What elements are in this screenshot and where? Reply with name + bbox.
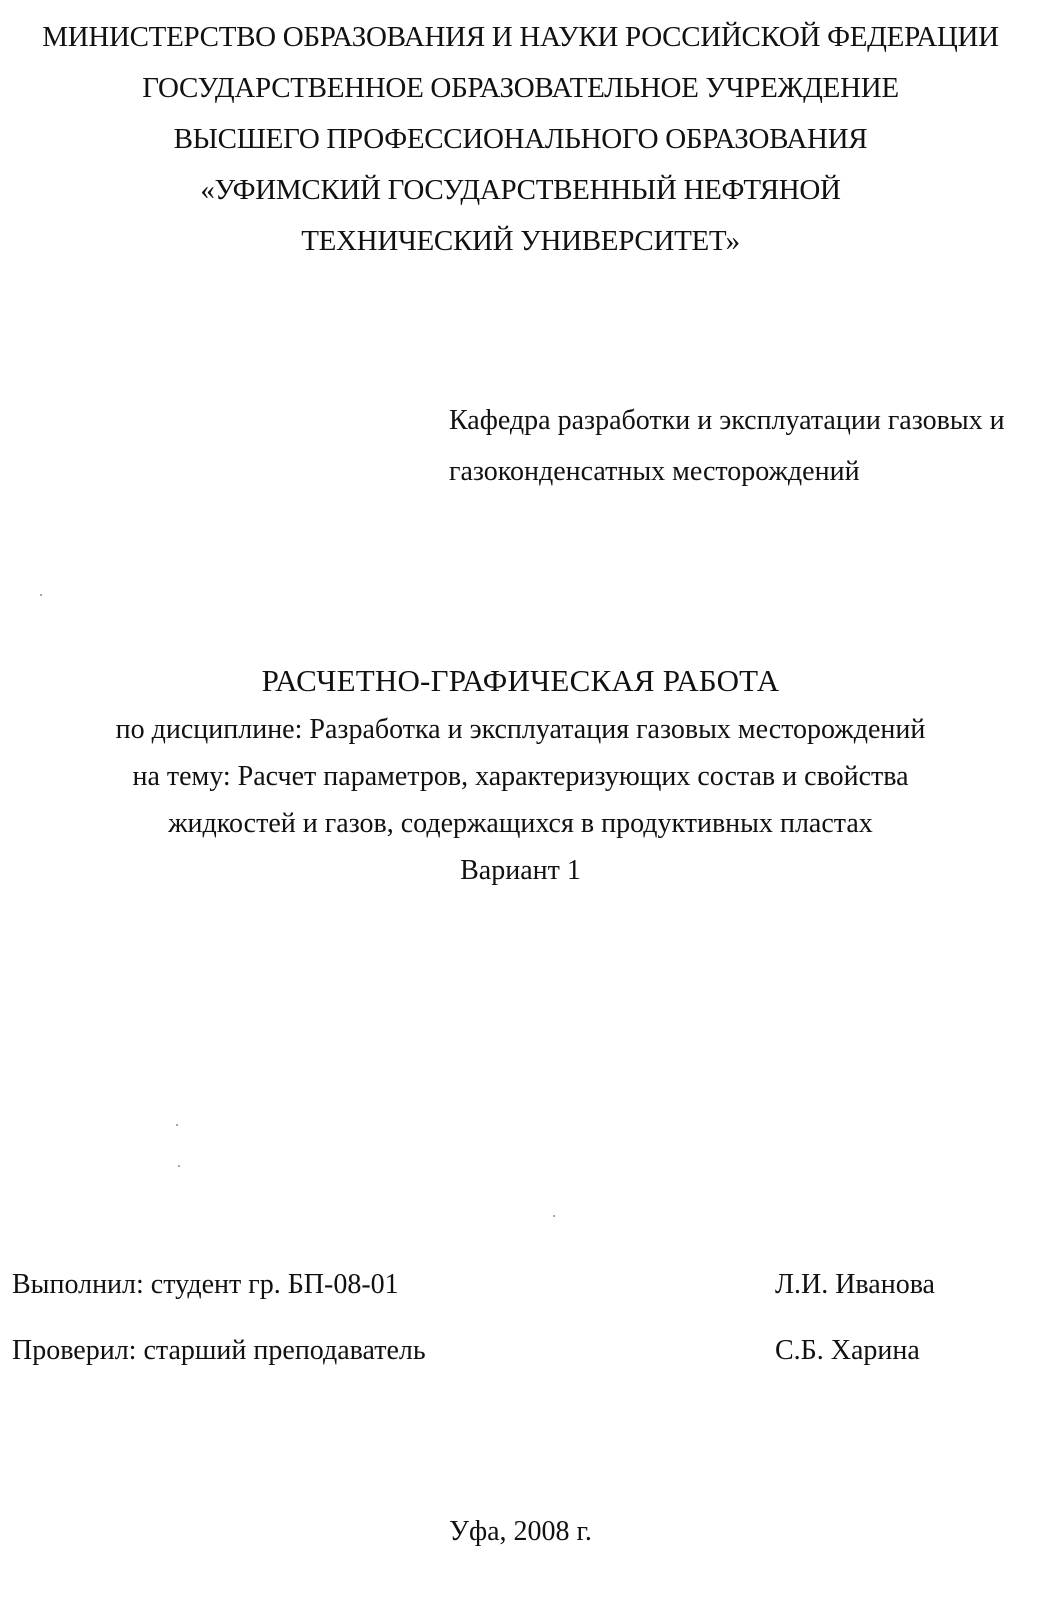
institution-type-line: ГОСУДАРСТВЕННОЕ ОБРАЗОВАТЕЛЬНОЕ УЧРЕЖДЕНИЕ bbox=[142, 72, 899, 104]
performed-by-label: Выполнил: студент гр. БП-08-01 bbox=[12, 1269, 399, 1300]
teacher-name: С.Б. Харина bbox=[775, 1335, 920, 1366]
variant-line: Вариант 1 bbox=[460, 855, 581, 886]
student-name: Л.И. Иванова bbox=[775, 1269, 935, 1300]
checked-by-label: Проверил: старший преподаватель bbox=[12, 1335, 426, 1366]
performed-by-row bbox=[12, 1265, 1022, 1305]
scan-speck bbox=[176, 1124, 178, 1126]
scan-speck bbox=[553, 1215, 555, 1217]
work-description bbox=[0, 656, 1041, 894]
department-line-1: Кафедра разработки и эксплуатации газовых и bbox=[449, 405, 1005, 436]
ministry-line: МИНИСТЕРСТВО ОБРАЗОВАНИЯ И НАУКИ РОССИЙСКОЙ ФЕДЕРАЦИИ bbox=[42, 21, 999, 53]
scan-speck bbox=[40, 594, 42, 596]
topic-line-1: на тему: Расчет параметров, характеризующих состав и свойства bbox=[132, 761, 909, 792]
department-line-2: газоконденсатных месторождений bbox=[449, 456, 860, 487]
city-year: Уфа, 2008 г. bbox=[449, 1516, 592, 1547]
scan-speck bbox=[178, 1165, 180, 1167]
checked-by-row bbox=[12, 1331, 1022, 1371]
university-name-line-1: «УФИМСКИЙ ГОСУДАРСТВЕННЫЙ НЕФТЯНОЙ bbox=[200, 174, 841, 206]
department-block bbox=[449, 395, 1041, 497]
discipline-line: по дисциплине: Разработка и эксплуатация газовых месторождений bbox=[115, 714, 926, 745]
education-level-line: ВЫСШЕГО ПРОФЕССИОНАЛЬНОГО ОБРАЗОВАНИЯ bbox=[173, 123, 868, 155]
institution-header bbox=[0, 12, 1041, 267]
topic-line-2: жидкостей и газов, содержащихся в продуктивных пластах bbox=[168, 808, 873, 839]
university-name-line-2: ТЕХНИЧЕСКИЙ УНИВЕРСИТЕТ» bbox=[301, 225, 740, 257]
work-title: РАСЧЕТНО-ГРАФИЧЕСКАЯ РАБОТА bbox=[261, 663, 780, 698]
